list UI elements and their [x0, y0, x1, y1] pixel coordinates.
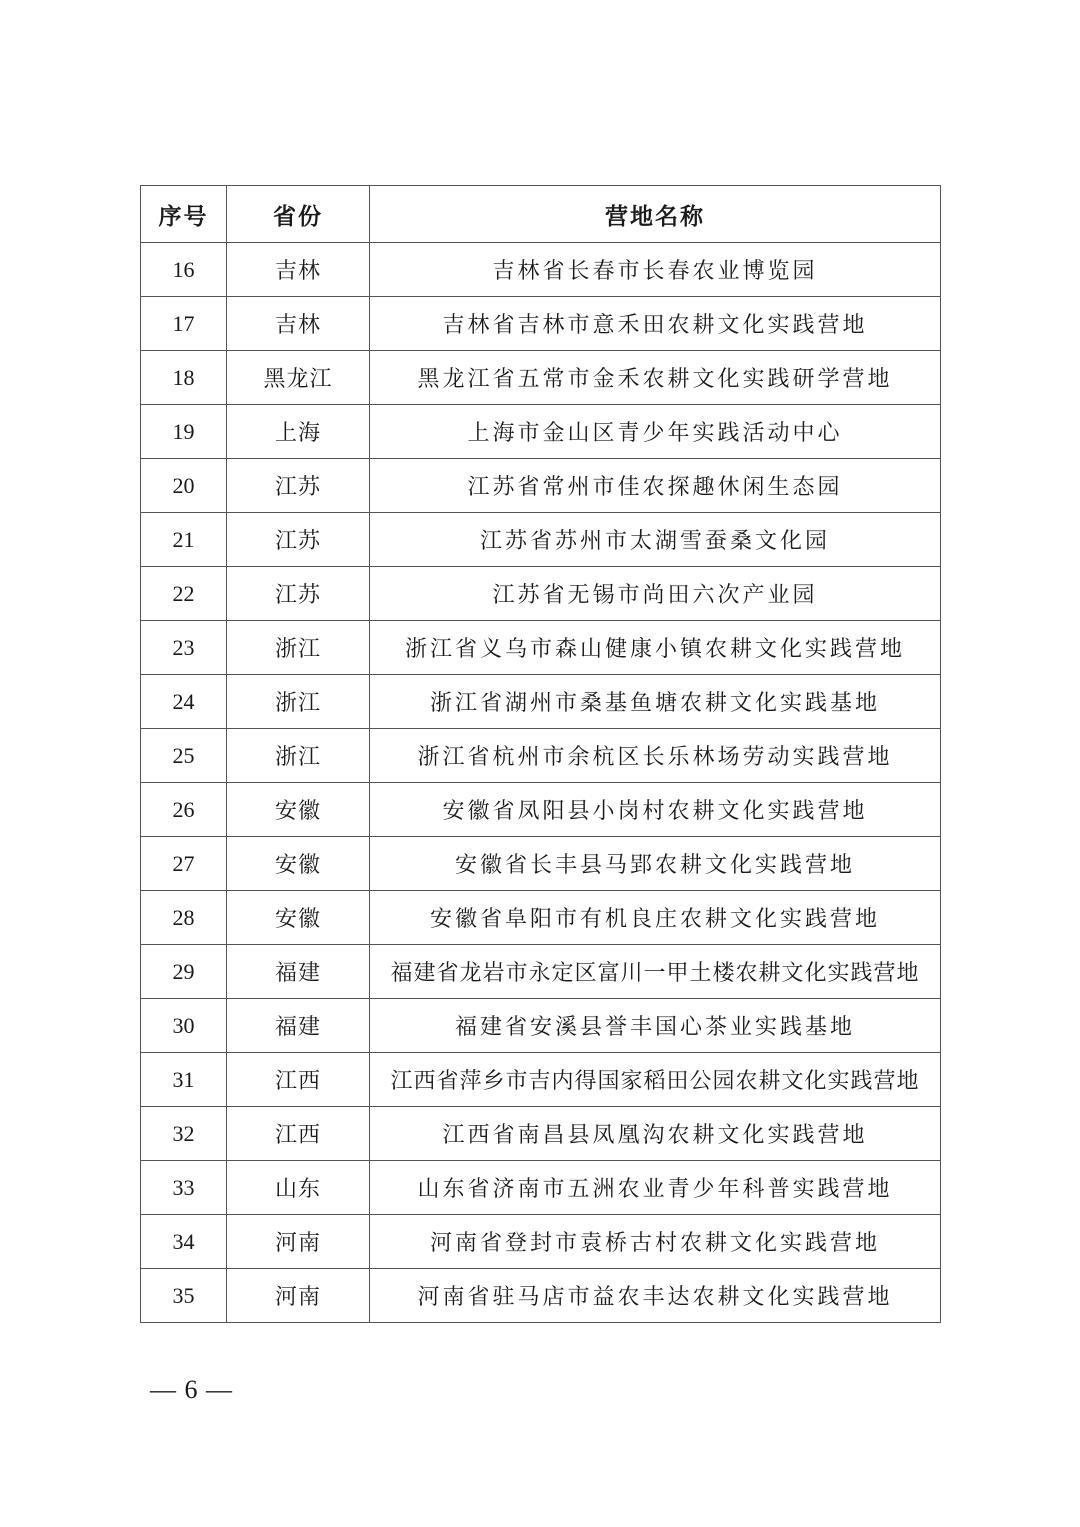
cell-camp-name: 江苏省无锡市尚田六次产业园 [370, 567, 941, 621]
table-row [141, 243, 941, 297]
cell-serial-number: 26 [141, 783, 227, 837]
cell-camp-name: 吉林省长春市长春农业博览园 [370, 243, 941, 297]
cell-serial-number: 27 [141, 837, 227, 891]
cell-province: 江苏 [227, 513, 370, 567]
table-row [141, 351, 941, 405]
cell-camp-name: 浙江省杭州市余杭区长乐林场劳动实践营地 [370, 729, 941, 783]
cell-camp-name: 江苏省常州市佳农探趣休闲生态园 [370, 459, 941, 513]
cell-serial-number: 22 [141, 567, 227, 621]
cell-serial-number: 33 [141, 1161, 227, 1215]
cell-serial-number: 17 [141, 297, 227, 351]
cell-province: 福建 [227, 945, 370, 999]
table-row [141, 729, 941, 783]
cell-serial-number: 30 [141, 999, 227, 1053]
cell-serial-number: 24 [141, 675, 227, 729]
cell-province: 上海 [227, 405, 370, 459]
table-row [141, 675, 941, 729]
cell-serial-number: 19 [141, 405, 227, 459]
cell-serial-number: 23 [141, 621, 227, 675]
cell-province: 江西 [227, 1053, 370, 1107]
cell-serial-number: 31 [141, 1053, 227, 1107]
cell-camp-name: 江西省萍乡市吉内得国家稻田公园农耕文化实践营地 [370, 1053, 941, 1107]
cell-province: 浙江 [227, 621, 370, 675]
table-row [141, 837, 941, 891]
cell-province: 山东 [227, 1161, 370, 1215]
table-row [141, 999, 941, 1053]
cell-province: 河南 [227, 1269, 370, 1323]
header-province: 省份 [227, 186, 370, 243]
camp-list-table [140, 185, 941, 1323]
cell-serial-number: 25 [141, 729, 227, 783]
table-row [141, 405, 941, 459]
table-row [141, 1053, 941, 1107]
cell-camp-name: 浙江省义乌市森山健康小镇农耕文化实践营地 [370, 621, 941, 675]
cell-province: 吉林 [227, 297, 370, 351]
cell-serial-number: 21 [141, 513, 227, 567]
page-number: — 6 — [150, 1375, 233, 1404]
header-camp-name: 营地名称 [370, 186, 941, 243]
cell-camp-name: 浙江省湖州市桑基鱼塘农耕文化实践基地 [370, 675, 941, 729]
cell-serial-number: 28 [141, 891, 227, 945]
cell-camp-name: 山东省济南市五洲农业青少年科普实践营地 [370, 1161, 941, 1215]
table-row [141, 567, 941, 621]
cell-camp-name: 安徽省阜阳市有机良庄农耕文化实践营地 [370, 891, 941, 945]
cell-province: 浙江 [227, 729, 370, 783]
cell-camp-name: 江苏省苏州市太湖雪蚕桑文化园 [370, 513, 941, 567]
cell-camp-name: 福建省龙岩市永定区富川一甲土楼农耕文化实践营地 [370, 945, 941, 999]
table-row [141, 1161, 941, 1215]
cell-province: 江苏 [227, 459, 370, 513]
table-body [141, 243, 941, 1323]
cell-province: 江西 [227, 1107, 370, 1161]
table-row [141, 1107, 941, 1161]
cell-serial-number: 34 [141, 1215, 227, 1269]
cell-province: 黑龙江 [227, 351, 370, 405]
cell-camp-name: 吉林省吉林市意禾田农耕文化实践营地 [370, 297, 941, 351]
cell-province: 浙江 [227, 675, 370, 729]
cell-camp-name: 福建省安溪县誉丰国心茶业实践基地 [370, 999, 941, 1053]
cell-province: 吉林 [227, 243, 370, 297]
table-row [141, 621, 941, 675]
table-row [141, 783, 941, 837]
cell-serial-number: 29 [141, 945, 227, 999]
cell-province: 安徽 [227, 891, 370, 945]
cell-camp-name: 河南省登封市袁桥古村农耕文化实践营地 [370, 1215, 941, 1269]
cell-camp-name: 河南省驻马店市益农丰达农耕文化实践营地 [370, 1269, 941, 1323]
header-serial-number: 序号 [141, 186, 227, 243]
cell-province: 福建 [227, 999, 370, 1053]
table-header-row [141, 186, 941, 243]
cell-province: 江苏 [227, 567, 370, 621]
cell-serial-number: 18 [141, 351, 227, 405]
table-row [141, 945, 941, 999]
table-row [141, 459, 941, 513]
cell-serial-number: 32 [141, 1107, 227, 1161]
cell-serial-number: 35 [141, 1269, 227, 1323]
cell-serial-number: 16 [141, 243, 227, 297]
cell-camp-name: 上海市金山区青少年实践活动中心 [370, 405, 941, 459]
cell-serial-number: 20 [141, 459, 227, 513]
table-row [141, 297, 941, 351]
cell-province: 安徽 [227, 837, 370, 891]
cell-camp-name: 安徽省凤阳县小岗村农耕文化实践营地 [370, 783, 941, 837]
table-row [141, 891, 941, 945]
cell-camp-name: 江西省南昌县凤凰沟农耕文化实践营地 [370, 1107, 941, 1161]
cell-province: 河南 [227, 1215, 370, 1269]
table-row [141, 513, 941, 567]
cell-province: 安徽 [227, 783, 370, 837]
cell-camp-name: 黑龙江省五常市金禾农耕文化实践研学营地 [370, 351, 941, 405]
table-row [141, 1215, 941, 1269]
table-row [141, 1269, 941, 1323]
cell-camp-name: 安徽省长丰县马郢农耕文化实践营地 [370, 837, 941, 891]
